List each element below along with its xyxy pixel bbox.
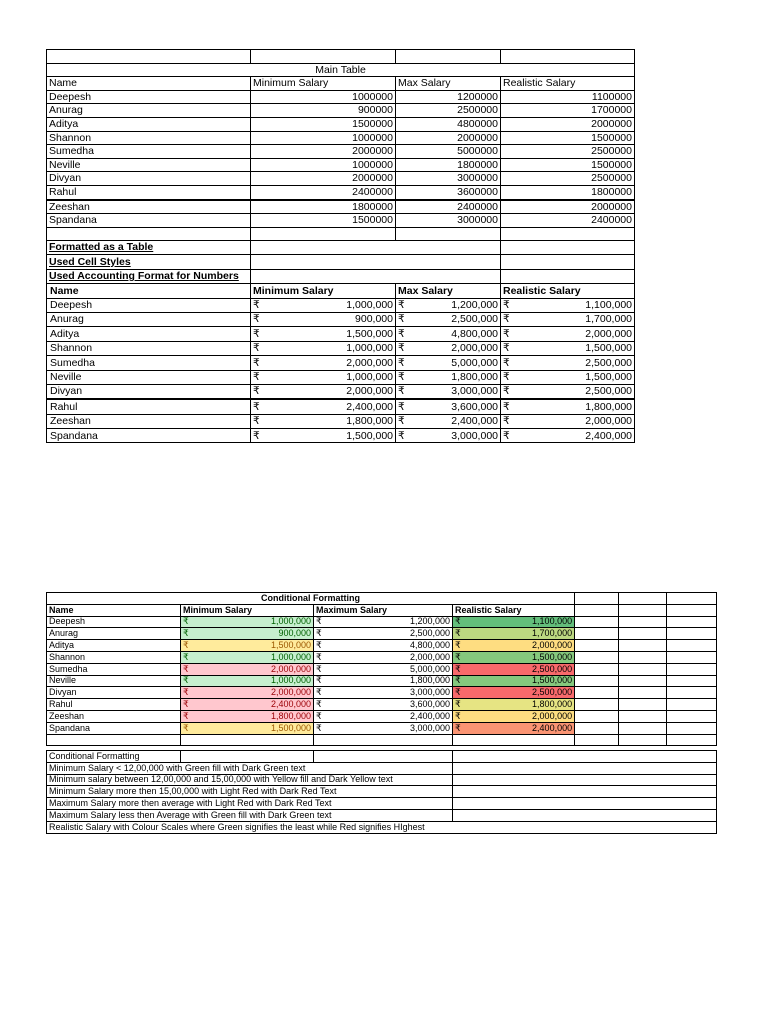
table-row — [47, 117, 635, 131]
currency-symbol: ₹ — [396, 312, 410, 326]
empty-cell[interactable] — [667, 628, 717, 640]
currency-symbol: ₹ — [181, 710, 195, 722]
name-cell[interactable]: Neville — [47, 158, 251, 172]
table-row — [47, 214, 635, 228]
max-salary-cell[interactable]: 1800000 — [396, 158, 501, 172]
header-cell[interactable]: Max Salary — [396, 77, 501, 91]
realistic-salary-cell[interactable]: 2000000 — [501, 117, 635, 131]
salary-cell[interactable]: 2,000,000 — [265, 384, 396, 399]
currency-symbol: ₹ — [181, 675, 195, 687]
name-cell[interactable]: Rahul — [47, 699, 181, 711]
salary-cell[interactable]: 900,000 — [265, 312, 396, 326]
currency-symbol: ₹ — [251, 298, 265, 312]
table-row — [47, 384, 635, 399]
min-salary-cell[interactable]: 2,000,000 — [195, 663, 314, 675]
currency-symbol: ₹ — [314, 722, 328, 734]
table-row — [47, 687, 717, 699]
name-cell[interactable]: Shannon — [47, 131, 251, 145]
currency-symbol: ₹ — [453, 640, 463, 652]
salary-cell[interactable]: 1,500,000 — [265, 327, 396, 341]
label-formatted-as-table[interactable]: Formatted as a Table — [47, 241, 251, 255]
empty-cell[interactable] — [667, 699, 717, 711]
realistic-salary-cell[interactable]: 2500000 — [501, 145, 635, 159]
table-row — [47, 145, 635, 159]
note-text[interactable]: Maximum Salary more then average with Light Red with Dark Red Text — [47, 798, 453, 810]
max-salary-cell[interactable]: 3000000 — [396, 214, 501, 228]
salary-cell[interactable]: 1,000,000 — [265, 370, 396, 384]
note-row — [47, 762, 717, 774]
table-row — [47, 429, 635, 443]
table-row — [47, 699, 717, 711]
table-row — [47, 640, 717, 652]
table-row — [47, 663, 717, 675]
currency-symbol: ₹ — [396, 341, 410, 355]
empty-cell[interactable] — [575, 675, 619, 687]
max-salary-cell[interactable]: 3,600,000 — [328, 699, 453, 711]
note-text[interactable]: Minimum Salary < 12,00,000 with Green fill with Dark Green text — [47, 762, 453, 774]
currency-symbol: ₹ — [501, 399, 515, 414]
empty-cell[interactable] — [619, 710, 667, 722]
title-row — [47, 63, 635, 77]
note-row — [47, 809, 717, 821]
empty-cell[interactable] — [575, 722, 619, 734]
empty-cell[interactable] — [619, 675, 667, 687]
table-row — [47, 651, 717, 663]
header-cell[interactable]: Name — [47, 284, 251, 298]
conditional-table-body — [47, 616, 717, 734]
empty-cell[interactable] — [619, 687, 667, 699]
empty-cell[interactable] — [575, 687, 619, 699]
header-cell[interactable]: Realistic Salary — [501, 284, 635, 298]
max-salary-cell[interactable]: 2400000 — [396, 200, 501, 214]
realistic-salary-cell[interactable]: 2000000 — [501, 200, 635, 214]
currency-symbol: ₹ — [501, 298, 515, 312]
empty-cell[interactable] — [575, 699, 619, 711]
header-row — [47, 77, 635, 91]
salary-cell[interactable]: 2,000,000 — [265, 356, 396, 370]
table-row — [47, 722, 717, 734]
header-row — [47, 284, 635, 298]
name-cell[interactable]: Neville — [47, 370, 251, 384]
currency-symbol: ₹ — [314, 699, 328, 711]
header-cell[interactable]: Realistic Salary — [453, 604, 575, 616]
currency-symbol: ₹ — [314, 628, 328, 640]
currency-symbol: ₹ — [396, 384, 410, 399]
table-row — [47, 158, 635, 172]
currency-symbol: ₹ — [181, 640, 195, 652]
currency-symbol: ₹ — [396, 298, 410, 312]
currency-symbol: ₹ — [251, 384, 265, 399]
table-row — [47, 312, 635, 326]
realistic-salary-cell[interactable]: 1500000 — [501, 131, 635, 145]
currency-symbol: ₹ — [181, 687, 195, 699]
blank-row — [47, 227, 635, 241]
currency-symbol: ₹ — [181, 663, 195, 675]
min-salary-cell[interactable]: 1,000,000 — [195, 616, 314, 628]
header-cell[interactable]: Minimum Salary — [251, 77, 396, 91]
table-row — [47, 200, 635, 214]
empty-cell[interactable] — [667, 687, 717, 699]
max-salary-cell[interactable]: 1,200,000 — [328, 616, 453, 628]
empty-cell[interactable] — [575, 640, 619, 652]
currency-symbol: ₹ — [251, 327, 265, 341]
name-cell[interactable]: Sumedha — [47, 145, 251, 159]
name-cell[interactable]: Aditya — [47, 117, 251, 131]
empty-cell[interactable] — [575, 628, 619, 640]
currency-symbol: ₹ — [501, 384, 515, 399]
empty-cell[interactable] — [575, 663, 619, 675]
currency-symbol: ₹ — [453, 616, 463, 628]
currency-symbol: ₹ — [396, 414, 410, 428]
currency-symbol: ₹ — [453, 722, 463, 734]
note-row — [47, 798, 717, 810]
currency-symbol: ₹ — [251, 414, 265, 428]
realistic-salary-cell[interactable]: 1100000 — [501, 90, 635, 104]
currency-symbol: ₹ — [251, 341, 265, 355]
currency-symbol: ₹ — [501, 327, 515, 341]
name-cell[interactable]: Deepesh — [47, 616, 181, 628]
currency-symbol: ₹ — [501, 341, 515, 355]
empty-cell[interactable] — [575, 616, 619, 628]
label-row — [47, 241, 635, 255]
max-salary-cell[interactable]: 3000000 — [396, 172, 501, 186]
max-salary-cell[interactable]: 5,000,000 — [328, 663, 453, 675]
currency-symbol: ₹ — [453, 663, 463, 675]
currency-symbol: ₹ — [314, 651, 328, 663]
header-row — [47, 604, 717, 616]
note-row — [47, 751, 717, 763]
note-text[interactable]: Maximum Salary less then Average with Green fill with Dark Green text — [47, 809, 453, 821]
salary-cell[interactable]: 1,500,000 — [515, 341, 635, 355]
realistic-salary-cell[interactable]: 2,500,000 — [463, 687, 575, 699]
max-salary-cell[interactable]: 2,400,000 — [328, 710, 453, 722]
max-salary-cell[interactable]: 2500000 — [396, 104, 501, 118]
min-salary-cell[interactable]: 2000000 — [251, 145, 396, 159]
name-cell[interactable]: Neville — [47, 675, 181, 687]
name-cell[interactable]: Shannon — [47, 341, 251, 355]
min-salary-cell[interactable]: 1000000 — [251, 90, 396, 104]
currency-symbol: ₹ — [181, 722, 195, 734]
salary-cell[interactable]: 2,000,000 — [515, 414, 635, 428]
empty-cell[interactable] — [619, 699, 667, 711]
name-cell[interactable]: Divyan — [47, 687, 181, 699]
empty-cell[interactable] — [667, 640, 717, 652]
main-table — [46, 49, 635, 241]
name-cell[interactable]: Rahul — [47, 185, 251, 199]
min-salary-cell[interactable]: 1800000 — [251, 200, 396, 214]
salary-cell[interactable]: 1,000,000 — [265, 341, 396, 355]
currency-symbol: ₹ — [396, 399, 410, 414]
min-salary-cell[interactable]: 1500000 — [251, 214, 396, 228]
min-salary-cell[interactable]: 1,500,000 — [195, 640, 314, 652]
table-row — [47, 370, 635, 384]
header-cell[interactable]: Name — [47, 77, 251, 91]
name-cell[interactable]: Aditya — [47, 640, 181, 652]
realistic-salary-cell[interactable]: 1700000 — [501, 104, 635, 118]
empty-cell[interactable] — [667, 722, 717, 734]
max-salary-cell[interactable]: 2,000,000 — [328, 651, 453, 663]
max-salary-cell[interactable]: 3,000,000 — [328, 722, 453, 734]
table-row — [47, 104, 635, 118]
note-row — [47, 774, 717, 786]
empty-cell[interactable] — [667, 616, 717, 628]
note-text[interactable]: Minimum Salary more then 15,00,000 with Light Red with Dark Red Text — [47, 786, 453, 798]
table-row — [47, 356, 635, 370]
min-salary-cell[interactable]: 900000 — [251, 104, 396, 118]
salary-cell[interactable]: 5,000,000 — [410, 356, 501, 370]
name-cell[interactable]: Spandana — [47, 429, 251, 443]
realistic-salary-cell[interactable]: 1,700,000 — [463, 628, 575, 640]
header-cell[interactable]: Minimum Salary — [181, 604, 314, 616]
realistic-salary-cell[interactable]: 2,000,000 — [463, 710, 575, 722]
name-cell[interactable]: Anurag — [47, 104, 251, 118]
table-row — [47, 414, 635, 428]
name-cell[interactable]: Spandana — [47, 722, 181, 734]
currency-symbol: ₹ — [314, 687, 328, 699]
label-row — [47, 255, 635, 269]
note-row — [47, 786, 717, 798]
min-salary-cell[interactable]: 2,000,000 — [195, 687, 314, 699]
max-salary-cell[interactable]: 3,000,000 — [328, 687, 453, 699]
currency-symbol: ₹ — [396, 429, 410, 443]
title-row — [47, 593, 717, 605]
currency-symbol: ₹ — [181, 628, 195, 640]
min-salary-cell[interactable]: 1000000 — [251, 131, 396, 145]
empty-cell[interactable] — [667, 651, 717, 663]
salary-cell[interactable]: 4,800,000 — [410, 327, 501, 341]
conditional-table — [46, 592, 717, 746]
table-row — [47, 131, 635, 145]
formatted-table — [46, 240, 635, 443]
min-salary-cell[interactable]: 900,000 — [195, 628, 314, 640]
realistic-salary-cell[interactable]: 1500000 — [501, 158, 635, 172]
blank-row — [47, 50, 635, 64]
table-row — [47, 172, 635, 186]
salary-cell[interactable]: 2,400,000 — [410, 414, 501, 428]
currency-symbol: ₹ — [453, 628, 463, 640]
currency-symbol: ₹ — [501, 312, 515, 326]
salary-cell[interactable]: 1,100,000 — [515, 298, 635, 312]
min-salary-cell[interactable]: 1000000 — [251, 158, 396, 172]
currency-symbol: ₹ — [453, 699, 463, 711]
currency-symbol: ₹ — [251, 356, 265, 370]
currency-symbol: ₹ — [314, 663, 328, 675]
currency-symbol: ₹ — [251, 399, 265, 414]
currency-symbol: ₹ — [453, 687, 463, 699]
realistic-salary-cell[interactable]: 2,400,000 — [463, 722, 575, 734]
notes-table — [46, 750, 717, 834]
header-cell[interactable]: Name — [47, 604, 181, 616]
currency-symbol: ₹ — [501, 414, 515, 428]
table-row — [47, 616, 717, 628]
salary-cell[interactable]: 2,500,000 — [515, 384, 635, 399]
max-salary-cell[interactable]: 1200000 — [396, 90, 501, 104]
empty-cell[interactable] — [575, 651, 619, 663]
salary-cell[interactable]: 3,000,000 — [410, 429, 501, 443]
name-cell[interactable]: Deepesh — [47, 298, 251, 312]
blank-row — [47, 734, 717, 746]
table-row — [47, 341, 635, 355]
empty-cell[interactable] — [667, 710, 717, 722]
min-salary-cell[interactable]: 2,400,000 — [195, 699, 314, 711]
salary-cell[interactable]: 2,400,000 — [515, 429, 635, 443]
currency-symbol: ₹ — [501, 356, 515, 370]
name-cell[interactable]: Anurag — [47, 312, 251, 326]
name-cell[interactable]: Spandana — [47, 214, 251, 228]
min-salary-cell[interactable]: 1,800,000 — [195, 710, 314, 722]
name-cell[interactable]: Zeeshan — [47, 200, 251, 214]
empty-cell[interactable] — [619, 640, 667, 652]
header-cell[interactable]: Max Salary — [396, 284, 501, 298]
table-row — [47, 185, 635, 199]
currency-symbol: ₹ — [251, 370, 265, 384]
salary-cell[interactable]: 1,500,000 — [515, 370, 635, 384]
realistic-salary-cell[interactable]: 1,500,000 — [463, 675, 575, 687]
empty-cell[interactable] — [667, 675, 717, 687]
note-row — [47, 821, 717, 833]
min-salary-cell[interactable]: 1,000,000 — [195, 651, 314, 663]
min-salary-cell[interactable]: 2400000 — [251, 185, 396, 199]
name-cell[interactable]: Aditya — [47, 327, 251, 341]
name-cell[interactable]: Divyan — [47, 172, 251, 186]
table-row — [47, 90, 635, 104]
name-cell[interactable]: Sumedha — [47, 356, 251, 370]
salary-cell[interactable]: 2,500,000 — [515, 356, 635, 370]
name-cell[interactable]: Divyan — [47, 384, 251, 399]
empty-cell[interactable] — [619, 651, 667, 663]
max-salary-cell[interactable]: 2000000 — [396, 131, 501, 145]
salary-cell[interactable]: 3,600,000 — [410, 399, 501, 414]
realistic-salary-cell[interactable]: 1,100,000 — [463, 616, 575, 628]
note-title[interactable]: Conditional Formatting — [47, 751, 181, 763]
note-text[interactable]: Realistic Salary with Colour Scales where Green signifies the least while Red signifies HIghest — [47, 821, 717, 833]
empty-cell[interactable] — [619, 722, 667, 734]
empty-cell[interactable] — [575, 710, 619, 722]
min-salary-cell[interactable]: 1,500,000 — [195, 722, 314, 734]
salary-cell[interactable]: 1,800,000 — [515, 399, 635, 414]
empty-cell[interactable] — [619, 663, 667, 675]
name-cell[interactable]: Sumedha — [47, 663, 181, 675]
currency-symbol: ₹ — [314, 616, 328, 628]
label-accounting-format[interactable]: Used Accounting Format for Numbers — [47, 269, 251, 283]
currency-symbol: ₹ — [181, 651, 195, 663]
salary-cell[interactable]: 1,200,000 — [410, 298, 501, 312]
currency-symbol: ₹ — [314, 675, 328, 687]
name-cell[interactable]: Rahul — [47, 399, 251, 414]
table-row — [47, 327, 635, 341]
salary-cell[interactable]: 1,700,000 — [515, 312, 635, 326]
min-salary-cell[interactable]: 1,000,000 — [195, 675, 314, 687]
currency-symbol: ₹ — [314, 710, 328, 722]
table-row — [47, 628, 717, 640]
label-cell-styles[interactable]: Used Cell Styles — [47, 255, 251, 269]
realistic-salary-cell[interactable]: 2,500,000 — [463, 663, 575, 675]
name-cell[interactable]: Zeeshan — [47, 710, 181, 722]
header-cell[interactable]: Minimum Salary — [251, 284, 396, 298]
min-salary-cell[interactable]: 2000000 — [251, 172, 396, 186]
conditional-title[interactable]: Conditional Formatting — [47, 593, 575, 605]
empty-cell[interactable] — [619, 628, 667, 640]
salary-cell[interactable]: 3,000,000 — [410, 384, 501, 399]
label-row — [47, 269, 635, 283]
header-cell[interactable]: Realistic Salary — [501, 77, 635, 91]
max-salary-cell[interactable]: 3600000 — [396, 185, 501, 199]
name-cell[interactable]: Deepesh — [47, 90, 251, 104]
table-row — [47, 399, 635, 414]
salary-cell[interactable]: 1,800,000 — [410, 370, 501, 384]
formatted-table-body — [47, 298, 635, 443]
currency-symbol: ₹ — [396, 370, 410, 384]
empty-cell[interactable] — [619, 616, 667, 628]
salary-cell[interactable]: 1,500,000 — [265, 429, 396, 443]
currency-symbol: ₹ — [181, 616, 195, 628]
realistic-salary-cell[interactable]: 2400000 — [501, 214, 635, 228]
min-salary-cell[interactable]: 1500000 — [251, 117, 396, 131]
main-table-title[interactable]: Main Table — [47, 63, 635, 77]
salary-cell[interactable]: 2,000,000 — [410, 341, 501, 355]
max-salary-cell[interactable]: 4,800,000 — [328, 640, 453, 652]
currency-symbol: ₹ — [251, 312, 265, 326]
realistic-salary-cell[interactable]: 1800000 — [501, 185, 635, 199]
realistic-salary-cell[interactable]: 2500000 — [501, 172, 635, 186]
currency-symbol: ₹ — [396, 356, 410, 370]
currency-symbol: ₹ — [453, 710, 463, 722]
currency-symbol: ₹ — [314, 640, 328, 652]
salary-cell[interactable]: 2,000,000 — [515, 327, 635, 341]
note-text[interactable]: Minimum salary between 12,00,000 and 15,00,000 with Yellow fill and Dark Yellow text — [47, 774, 453, 786]
currency-symbol: ₹ — [181, 699, 195, 711]
currency-symbol: ₹ — [501, 370, 515, 384]
realistic-salary-cell[interactable]: 1,800,000 — [463, 699, 575, 711]
currency-symbol: ₹ — [251, 429, 265, 443]
currency-symbol: ₹ — [453, 675, 463, 687]
table-row — [47, 710, 717, 722]
max-salary-cell[interactable]: 2,500,000 — [328, 628, 453, 640]
empty-cell[interactable] — [667, 663, 717, 675]
currency-symbol: ₹ — [453, 651, 463, 663]
name-cell[interactable]: Zeeshan — [47, 414, 251, 428]
max-salary-cell[interactable]: 4800000 — [396, 117, 501, 131]
currency-symbol: ₹ — [501, 429, 515, 443]
salary-cell[interactable]: 1,800,000 — [265, 414, 396, 428]
realistic-salary-cell[interactable]: 1,500,000 — [463, 651, 575, 663]
salary-cell[interactable]: 2,400,000 — [265, 399, 396, 414]
currency-symbol: ₹ — [396, 327, 410, 341]
max-salary-cell[interactable]: 1,800,000 — [328, 675, 453, 687]
max-salary-cell[interactable]: 5000000 — [396, 145, 501, 159]
name-cell[interactable]: Anurag — [47, 628, 181, 640]
header-cell[interactable]: Maximum Salary — [314, 604, 453, 616]
table-row — [47, 675, 717, 687]
name-cell[interactable]: Shannon — [47, 651, 181, 663]
salary-cell[interactable]: 1,000,000 — [265, 298, 396, 312]
realistic-salary-cell[interactable]: 2,000,000 — [463, 640, 575, 652]
salary-cell[interactable]: 2,500,000 — [410, 312, 501, 326]
table-row — [47, 298, 635, 312]
